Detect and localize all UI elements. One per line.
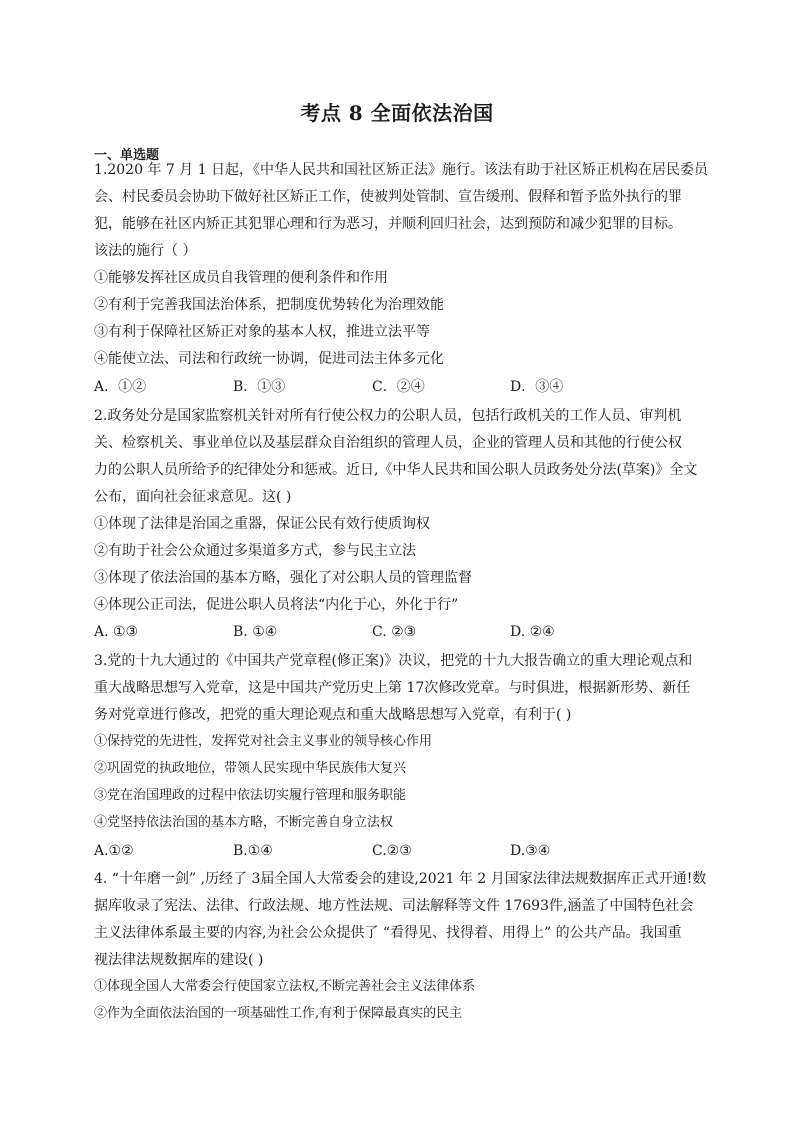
question-4-line-2: 据库收录了宪法、法律、行政法规、地方性法规、司法解释等文件 17693件,涵盖了中国特色社会 (94, 898, 694, 914)
section-heading: 一、单选题 (94, 148, 160, 163)
question-1-statement-2: ②有利于完善我国法治体系，把制度优势转化为治理效能 (94, 297, 444, 313)
question-1-statement-4: ④能使立法、司法和行政统一协调，促进司法主体多元化 (94, 351, 444, 367)
question-2-statement-3: ③体现了依法治国的基本方略，强化了对公职人员的管理监督 (94, 570, 472, 586)
question-1-statement-1: ①能够发挥社区成员自我管理的便利条件和作用 (94, 270, 388, 286)
question-2-line-4: 公布，面向社会征求意见。这( ) (94, 489, 292, 505)
question-1-option-b: B．①③ (233, 379, 286, 395)
question-1-line-1: 1.2020 年 7 月 1 日起，《中华人民共和国社区矫正法》施行。该法有助于社区矫正机构在居民委员 (94, 162, 709, 178)
question-3-option-a: A.①② (94, 843, 134, 859)
question-3-option-c: C.②③ (372, 843, 412, 859)
question-2-statement-1: ①体现了法律是治国之重器，保证公民有效行使质询权 (94, 516, 430, 532)
question-1-option-a: A．①② (94, 379, 147, 395)
question-3-statement-4: ④党坚持依法治国的基本方略，不断完善自身立法权 (94, 815, 394, 830)
page-title: 考点 8 全面依法治国 (300, 101, 494, 125)
question-3-option-d: D.③④ (510, 843, 551, 859)
question-2-option-c: C. ②③ (372, 624, 417, 640)
question-1-line-3: 犯，能够在社区内矫正其犯罪心理和行为恶习，并顺利回归社会，达到预防和减少犯罪的目标。 (94, 216, 682, 232)
question-1-line-4: 该法的施行（ ） (94, 243, 197, 259)
question-2-option-d: D. ②④ (510, 624, 555, 640)
question-3-statement-3: ③党在治国理政的过程中依法切实履行管理和服务职能 (94, 788, 407, 803)
question-3-statement-1: ①保持党的先进性，发挥党对社会主义事业的领导核心作用 (94, 734, 433, 749)
question-2-option-a: A. ①③ (94, 624, 139, 640)
question-2-option-b: B. ①④ (233, 624, 278, 640)
question-3-statement-2: ②巩固党的执政地位，带领人民实现中华民族伟大复兴 (94, 761, 407, 776)
question-1-option-c: C．②④ (372, 379, 425, 395)
question-2-line-3: 力的公职人员所给予的纪律处分和惩戒。近日,《中华人民共和国公职人员政务处分法(草案)》全文 (94, 462, 698, 478)
question-1-line-2: 会、村民委员会协助下做好社区矫正工作，使被判处管制、宣告缓刑、假释和暂予监外执行的罪 (94, 189, 682, 205)
question-3-line-2: 重大战略思想写入党章，这是中国共产党历史上第 17次修改党章。与时俱进，根据新形势、新任 (94, 680, 691, 696)
question-4-line-1: 4. “十年磨一剑” ,历经了 3届全国人大常委会的建设,2021 年 2 月国家法律法规数据库正式开通!数 (94, 871, 707, 887)
question-3-option-b: B.①④ (233, 843, 273, 859)
question-4-statement-1: ①体现全国人大常委会行使国家立法权,不断完善社会主义法律体系 (94, 979, 476, 994)
question-4-line-4: 视法律法规数据库的建设( ) (94, 952, 264, 968)
question-2-statement-4: ④体现公正司法，促进公职人员将法“内化于心，外化于行” (94, 597, 459, 613)
question-4-statement-2: ②作为全面依法治国的一项基础性工作,有利于保障最真实的民主 (94, 1006, 463, 1021)
question-4-line-3: 主义法律体系最主要的内容,为社会公众提供了 “看得见、找得着、用得上” 的公共产品。我国重 (94, 925, 682, 941)
question-2-statement-2: ②有助于社会公众通过多渠道多方式，参与民主立法 (94, 543, 416, 559)
question-3-line-3: 务对党章进行修改，把党的重大理论观点和重大战略思想写入党章，有利于( ) (94, 707, 572, 723)
question-1-option-d: D．③④ (510, 379, 564, 395)
question-3-line-1: 3.党的十九大通过的《中国共产党章程(修正案)》决议，把党的十九大报告确立的重大理论观点和 (94, 653, 693, 669)
question-2-line-1: 2.政务处分是国家监察机关针对所有行使公权力的公职人员，包括行政机关的工作人员、审判机 (94, 408, 682, 424)
question-1-statement-3: ③有利于保障社区矫正对象的基本人权，推进立法平等 (94, 324, 430, 340)
question-2-line-2: 关、检察机关、事业单位以及基层群众自治组织的管理人员，企业的管理人员和其他的行使公权 (94, 435, 682, 451)
